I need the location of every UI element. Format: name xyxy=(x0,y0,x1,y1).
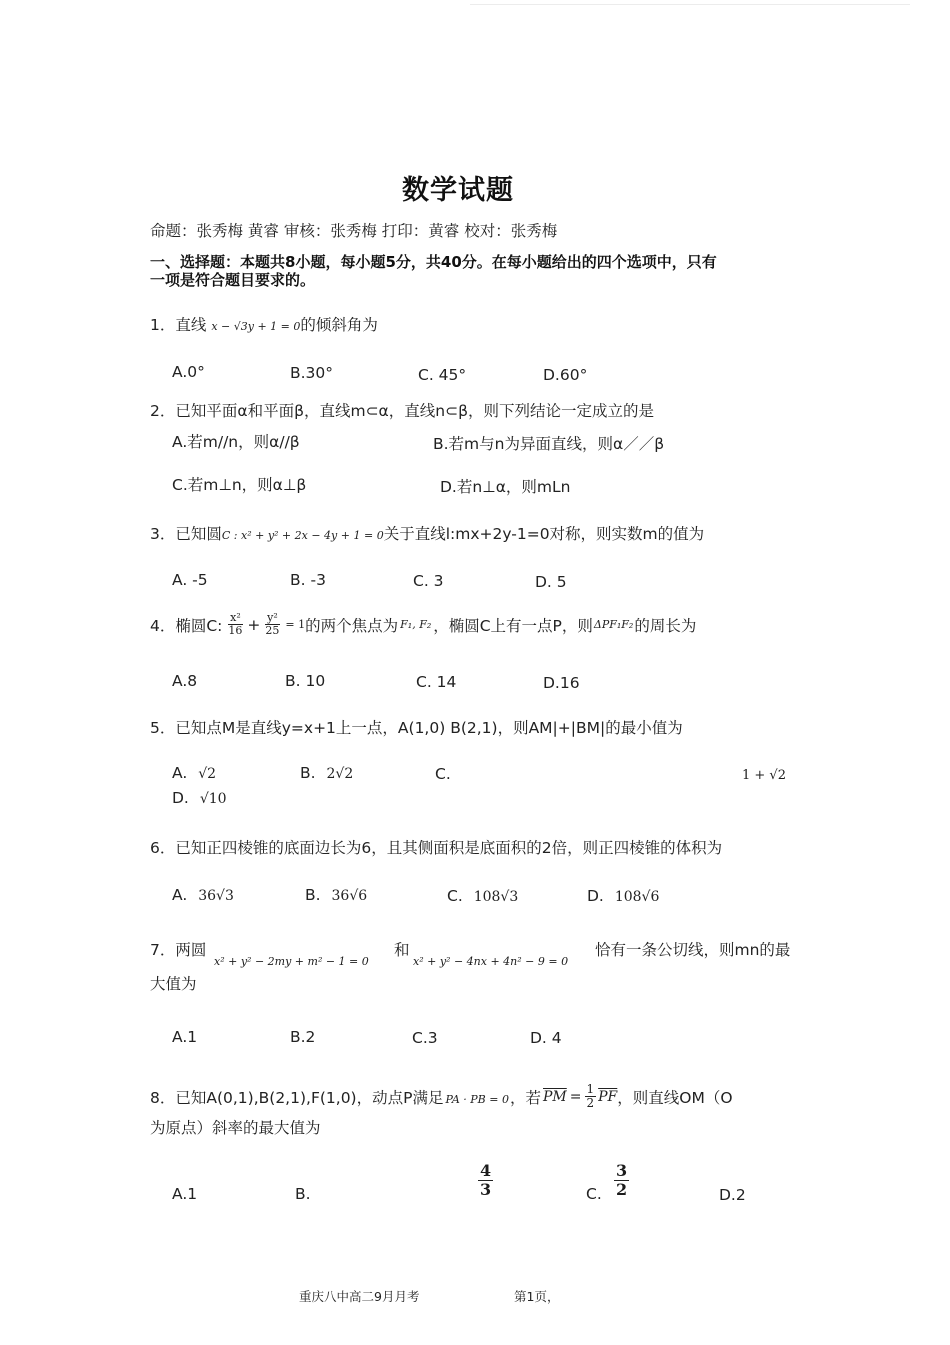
q4-frac2-num: y² xyxy=(267,611,278,624)
q4-tail: 的周长为 xyxy=(634,616,697,635)
q4-triangle: ΔPF₁F₂ xyxy=(593,618,634,632)
q4-frac2-den: 25 xyxy=(265,624,280,638)
q6-option-a-label: A. xyxy=(172,886,188,904)
q5-option-b-label: B. xyxy=(300,764,316,782)
q6-option-c-value: 108√3 xyxy=(473,889,519,905)
q4-fraction-x xyxy=(226,612,244,637)
q7-option-b: B.2 xyxy=(290,1028,316,1046)
q7-option-c: C.3 xyxy=(412,1029,438,1047)
scan-edge-line xyxy=(470,4,910,5)
q3-option-d: D. 5 xyxy=(535,573,567,591)
page-title: 数学试题 xyxy=(402,175,514,206)
q5-option-a-value: √2 xyxy=(198,766,217,782)
q5-option-a xyxy=(172,764,216,782)
q1-option-a: A.0° xyxy=(172,363,205,381)
q5-option-b xyxy=(300,764,353,782)
section-heading-line1: 一、选择题：本题共8小题，每小题5分，共40分。在每小题给出的四个选项中，只有 xyxy=(150,253,717,271)
q8-vector-pm: $\overline{PM}$ xyxy=(543,1088,567,1105)
q4-option-b: B. 10 xyxy=(285,672,326,690)
question-8 xyxy=(150,1083,733,1110)
question-6: 6．已知正四棱锥的底面边长为6，且其侧面积是底面积的2倍，则正四棱锥的体积为 xyxy=(150,839,723,857)
q4-frac1-num: x² xyxy=(230,611,241,624)
q6-option-c-label: C. xyxy=(447,887,463,905)
q2-option-c: C.若m⊥n，则α⊥β xyxy=(172,476,307,494)
q8-half xyxy=(585,1083,597,1110)
q3-option-b: B. -3 xyxy=(290,571,326,589)
q3-option-c: C. 3 xyxy=(413,572,444,590)
q8-frac-c-num: 3 xyxy=(616,1161,628,1180)
q8-line2: 为原点）斜率的最大值为 xyxy=(150,1119,321,1137)
q4-option-c: C. 14 xyxy=(416,673,457,691)
q5-option-d-value: √10 xyxy=(199,791,227,807)
q6-option-a xyxy=(172,886,234,904)
q1-option-b: B.30° xyxy=(290,364,334,382)
q1-option-d: D.60° xyxy=(543,366,588,384)
q8-half-num: 1 xyxy=(586,1082,595,1096)
q6-option-a-value: 36√3 xyxy=(198,888,234,904)
q5-option-d xyxy=(172,789,227,807)
q2-option-b: B.若m与n为异面直线，则α／／β xyxy=(433,435,665,453)
q8-tail: ，则直线OM（O xyxy=(617,1088,733,1107)
q1-tail: 的倾斜角为 xyxy=(300,316,378,334)
q5-option-c-label: C. xyxy=(435,765,451,783)
q7-formula-1: x² + y² − 2my + m² − 1 = 0 xyxy=(214,955,369,968)
q4-equals: = 1 xyxy=(285,618,306,632)
q6-option-c xyxy=(447,887,518,905)
q8-comma: ，若 xyxy=(509,1088,541,1107)
q3-tail: 关于直线l:mx+2y-1=0对称，则实数m的值为 xyxy=(383,525,705,543)
q4-plus: + xyxy=(247,615,261,634)
q8-option-c-label: C. xyxy=(586,1185,602,1203)
q8-option-c-fraction xyxy=(614,1162,629,1198)
q4-number: 4．椭圆C: xyxy=(150,616,223,635)
q5-option-c-value: 1 + √2 xyxy=(742,768,786,783)
q7-line2: 大值为 xyxy=(150,975,197,993)
q8-equals: = xyxy=(569,1088,582,1105)
q8-dot-product: PA · PB = 0 xyxy=(445,1093,509,1107)
q1-formula: x − √3y + 1 = 0 xyxy=(211,320,301,333)
q4-frac1-den: 16 xyxy=(228,624,243,638)
q4-fraction-y xyxy=(263,612,281,637)
q5-option-b-value: 2√2 xyxy=(326,766,354,782)
q8-option-d: D.2 xyxy=(719,1186,746,1204)
q7-option-a: A.1 xyxy=(172,1028,198,1046)
q6-option-b xyxy=(305,886,367,904)
q8-option-b-fraction xyxy=(478,1162,493,1198)
q6-option-d-value: 108√6 xyxy=(614,889,660,905)
q1-number: 1．直线 xyxy=(150,316,207,334)
q6-option-d-label: D. xyxy=(587,887,604,905)
q5-option-a-label: A. xyxy=(172,764,188,782)
q7-option-d: D. 4 xyxy=(530,1029,562,1047)
section-heading-line2: 一项是符合题目要求的。 xyxy=(150,271,316,289)
q8-number: 8．已知A(0,1),B(2,1),F(1,0)，动点P满足 xyxy=(150,1088,444,1107)
q2-option-d: D.若n⊥α，则mLn xyxy=(440,478,571,496)
q8-frac-b-den: 3 xyxy=(480,1179,492,1199)
q4-option-a: A.8 xyxy=(172,672,198,690)
q8-option-a: A.1 xyxy=(172,1185,198,1203)
q7-tail: 恰有一条公切线，则mn的最 xyxy=(595,941,791,959)
footer-page-number: 第1页， xyxy=(514,1289,560,1304)
q1-option-c: C. 45° xyxy=(418,366,467,384)
footer-exam-name: 重庆八中高二9月月考 xyxy=(299,1289,420,1304)
question-1 xyxy=(150,313,378,335)
q4-foci: F₁, F₂ xyxy=(400,618,432,632)
question-2: 2．已知平面α和平面β，直线m⊂α，直线n⊂β，则下列结论一定成立的是 xyxy=(150,402,654,420)
q7-and: 和 xyxy=(394,941,410,959)
q4-mid2: ，椭圆C上有一点P，则 xyxy=(433,616,593,635)
q8-frac-b-num: 4 xyxy=(480,1161,492,1180)
q8-half-den: 2 xyxy=(586,1096,595,1111)
q3-formula: C : x² + y² + 2x − 4y + 1 = 0 xyxy=(221,529,384,542)
q7-formula-2: x² + y² − 4nx + 4n² − 9 = 0 xyxy=(413,955,569,968)
q7-number: 7．两圆 xyxy=(150,941,207,959)
q3-option-a: A. -5 xyxy=(172,571,208,589)
question-4 xyxy=(150,612,696,637)
q5-option-d-label: D. xyxy=(172,789,189,807)
q6-option-b-label: B. xyxy=(305,886,321,904)
q6-option-b-value: 36√6 xyxy=(331,888,368,904)
q8-vector-pf: $\overline{PF}$ xyxy=(598,1088,618,1105)
q2-option-a: A.若m//n，则α//β xyxy=(172,433,300,451)
q8-frac-c-den: 2 xyxy=(616,1179,628,1199)
q3-number: 3．已知圆 xyxy=(150,525,222,543)
q6-option-d xyxy=(587,887,659,905)
q8-option-b-label: B. xyxy=(295,1185,311,1203)
question-3 xyxy=(150,522,704,544)
credits-line: 命题：张秀梅 黄睿 审核：张秀梅 打印：黄睿 校对：张秀梅 xyxy=(150,222,558,240)
q4-option-d: D.16 xyxy=(543,674,580,692)
question-5: 5．已知点M是直线y=x+1上一点，A(1,0) B(2,1)，则AM|+|BM|的最小值为 xyxy=(150,719,683,737)
q4-mid: 的两个焦点为 xyxy=(305,616,399,635)
